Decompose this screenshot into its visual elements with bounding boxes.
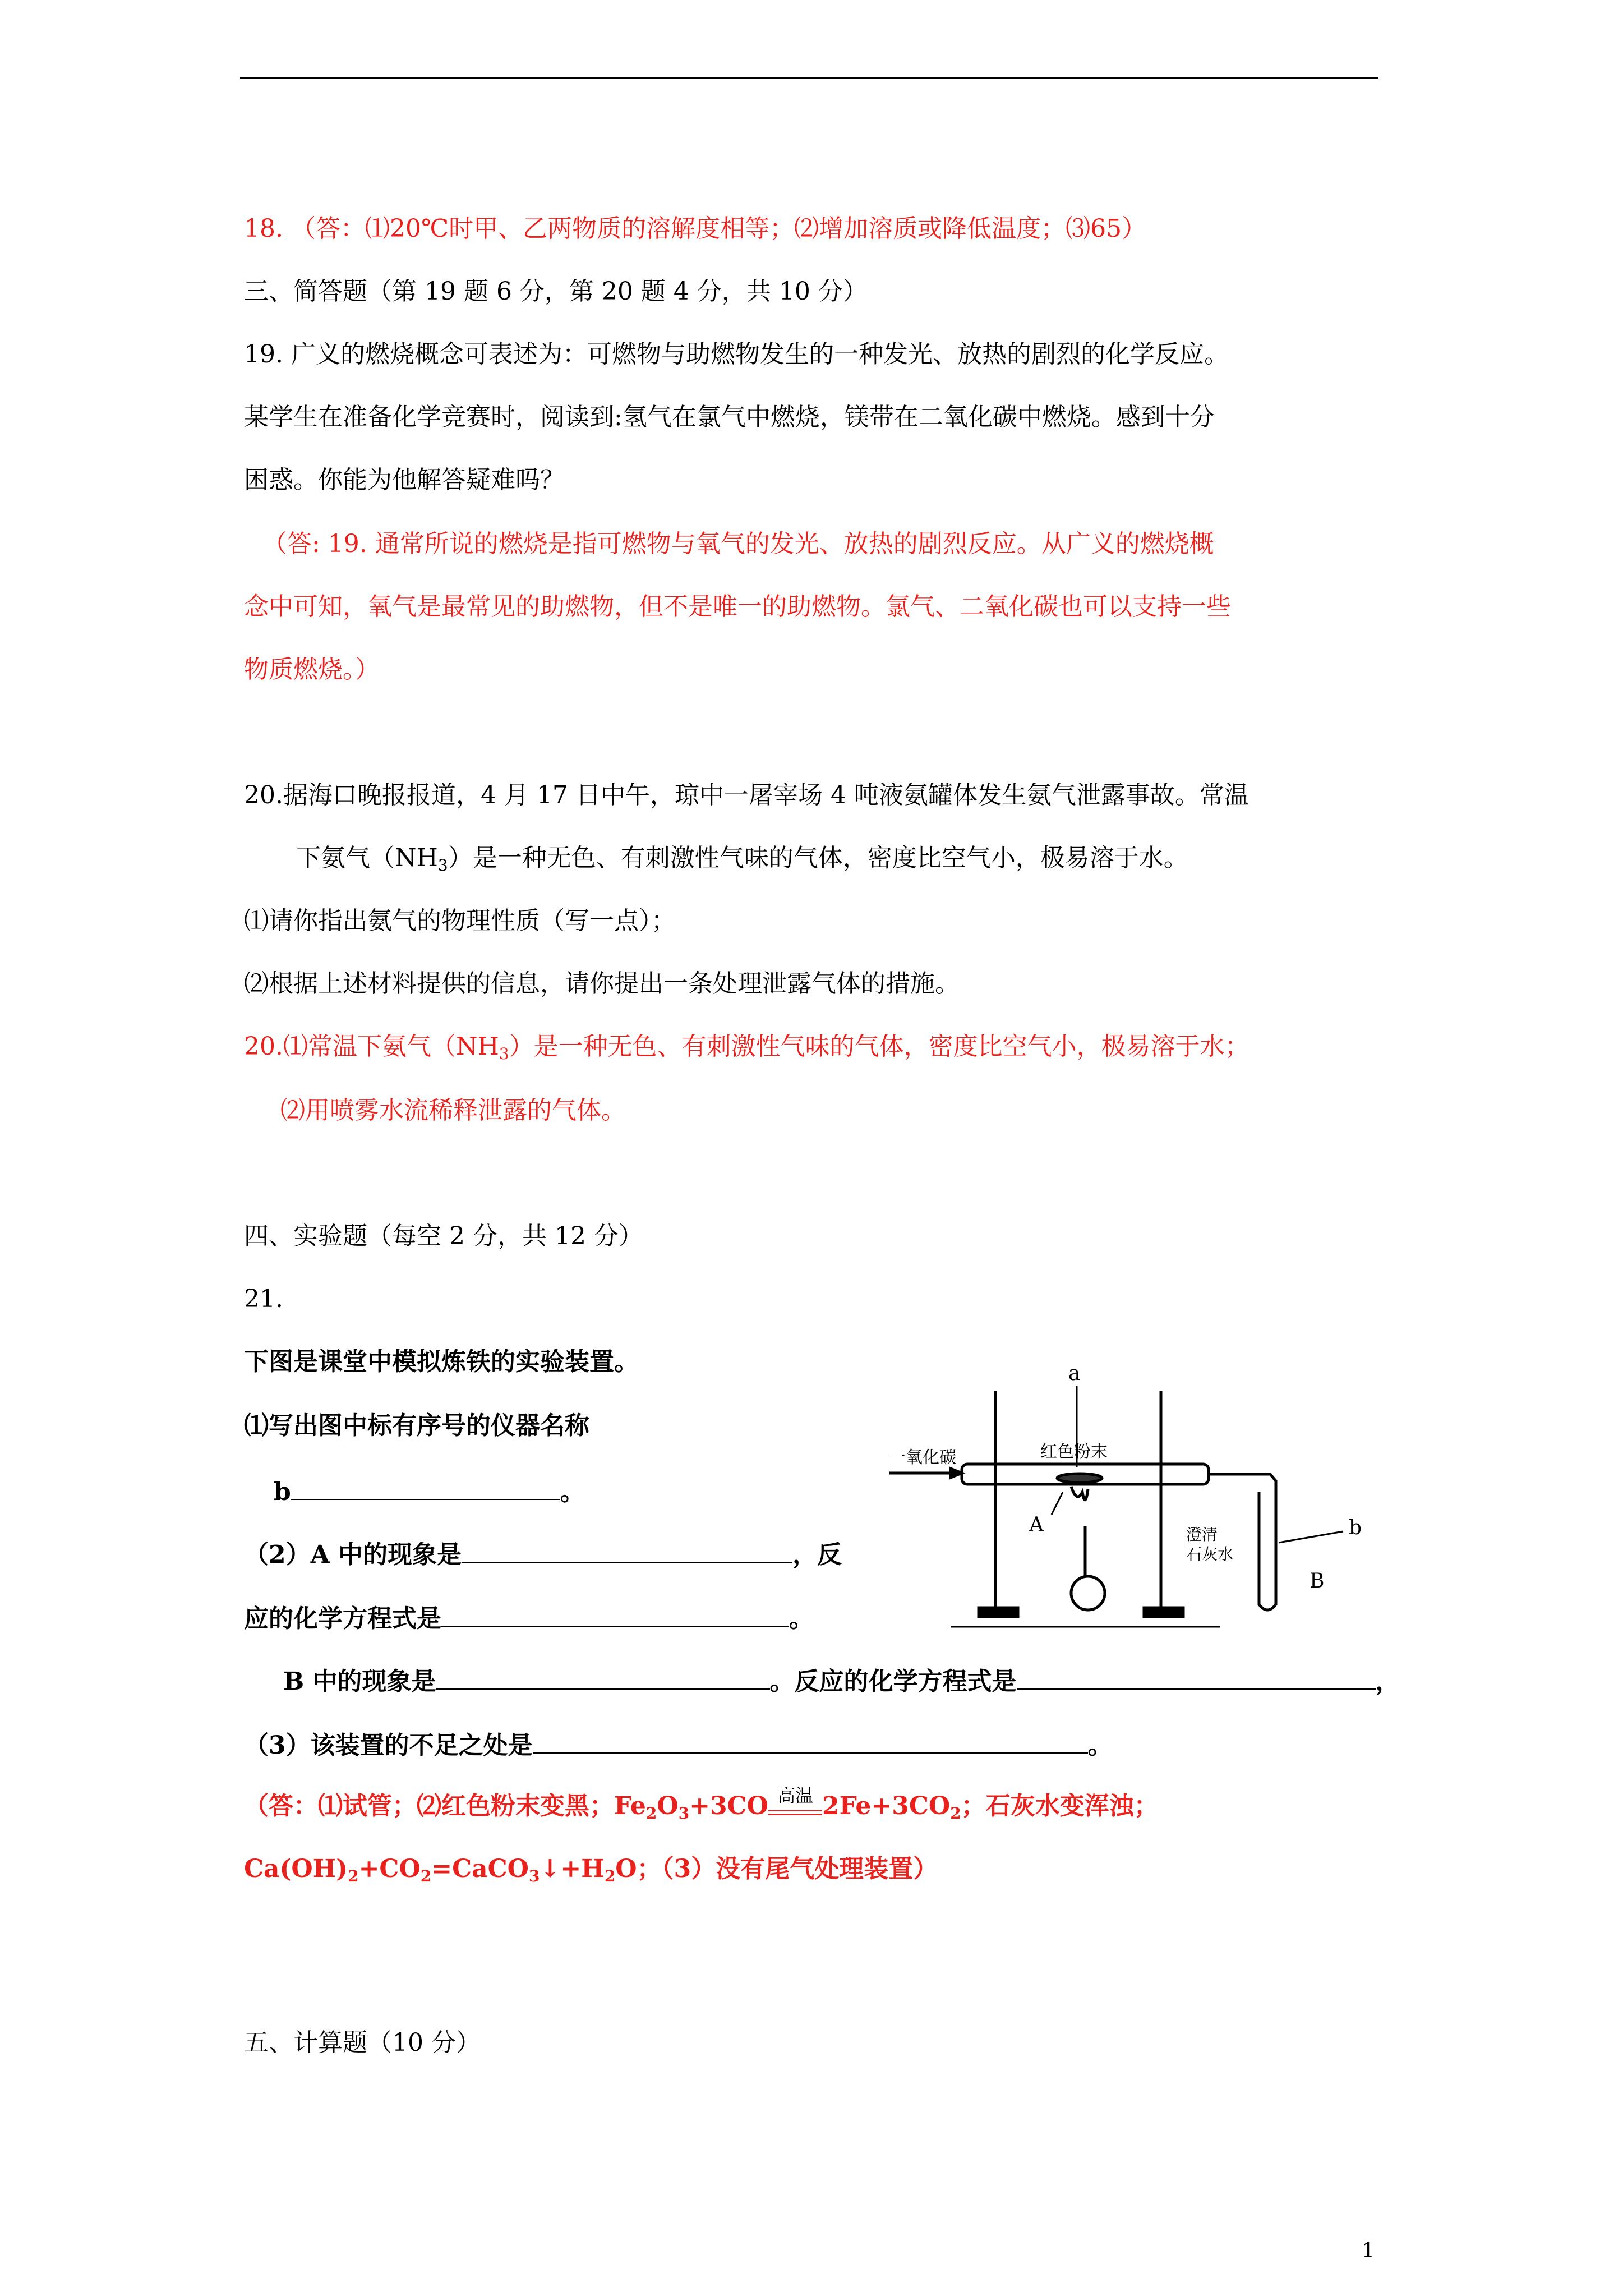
q21-ans-l2-sub1: 2	[348, 1867, 359, 1885]
answer-blank-b-equation[interactable]	[1017, 1662, 1376, 1690]
page-number: 1	[1362, 2239, 1375, 2262]
section3-title: 三、简答题（第 19 题 6 分，第 20 题 4 分，共 10 分）	[244, 277, 868, 306]
q20-answer-2: ⑵用喷雾水流稀释泄露的气体。	[280, 1096, 626, 1125]
q21-p3-mid: 。反应的化学方程式是	[769, 1667, 1017, 1696]
q19-answer-line-2: 念中可知，氧气是最常见的助燃物，但不是唯一的助燃物。氯气、二氧化碳也可以支持一些	[244, 592, 1231, 621]
q21-p1-b-label: b	[274, 1478, 291, 1506]
section4-title: 四、实验题（每空 2 分，共 12 分）	[244, 1222, 643, 1250]
q21-p3-pre: B 中的现象是	[283, 1667, 436, 1696]
q19-line-3: 困惑。你能为他解答疑难吗？	[244, 466, 565, 494]
q21-part-1-blank-line	[274, 1472, 585, 1509]
answer-blank-a-equation[interactable]	[441, 1599, 789, 1627]
reaction-condition	[768, 1784, 822, 1820]
figure-label-powder: 红色粉末	[1040, 1442, 1108, 1462]
answer-blank-b-phenomenon[interactable]	[436, 1662, 770, 1690]
q21-ans-l1-c: +3CO	[689, 1792, 768, 1820]
q19-line-2: 某学生在准备化学竞赛时，阅读到:氢气在氯气中燃烧，镁带在二氧化碳中燃烧。感到十分	[244, 403, 1215, 431]
left-stand-base	[979, 1608, 1018, 1617]
q20-line-2-pre: 下氨气（NH	[296, 844, 438, 872]
q21-ans-l1-e: ；石灰水变浑浊；	[961, 1792, 1159, 1820]
alcohol-lamp	[1071, 1576, 1105, 1610]
q20-line-2	[296, 841, 1188, 882]
answer-blank-b[interactable]	[291, 1472, 560, 1500]
outlet-pipe	[1209, 1474, 1276, 1599]
q21-p2-line2-end: 。	[789, 1604, 814, 1633]
q21-part-3	[283, 1662, 1400, 1699]
q21-ans-l2-c: =CaCO	[431, 1855, 529, 1883]
q21-ans-l1-b: O	[657, 1792, 679, 1820]
flame	[1071, 1487, 1088, 1500]
figure-label-b: b	[1349, 1516, 1362, 1539]
iron-smelting-apparatus-figure	[883, 1363, 1382, 1638]
q20-part-1: ⑴请你指出氨气的物理性质（写一点）；	[244, 907, 676, 935]
q21-p1-end: 。	[560, 1478, 585, 1506]
q21-number: 21.	[244, 1285, 283, 1313]
q21-ans-l1-a: （答：⑴试管；⑵红色粉末变黑；Fe	[244, 1792, 646, 1820]
q18-answer: 18. （答：⑴20℃时甲、乙两物质的溶解度相等；⑵增加溶质或降低温度；⑶65）	[244, 214, 1147, 243]
q20-line-2-post: ）是一种无色、有刺激性气味的气体，密度比空气小，极易溶于水。	[448, 844, 1188, 872]
q21-ans-l1-sub2: 3	[678, 1804, 690, 1823]
q21-ans-l2-sub2: 2	[420, 1867, 432, 1885]
q21-ans-l2-sub4: 2	[604, 1867, 616, 1885]
test-tube-b	[1259, 1492, 1276, 1610]
right-stand-base	[1144, 1608, 1183, 1617]
label-b-pointer	[1279, 1531, 1343, 1543]
q21-ans-l2-b: +CO	[358, 1855, 421, 1883]
q20-part-2: ⑵根据上述材料提供的信息，请你提出一条处理泄露气体的措施。	[244, 969, 960, 998]
q21-part-2-line-2	[244, 1599, 814, 1636]
q21-p3-end: ，	[1375, 1667, 1400, 1696]
figure-label-B: B	[1310, 1570, 1325, 1593]
q21-ans-l1-sub3: 2	[950, 1804, 961, 1823]
q20-ans1-post: ）是一种无色、有刺激性气味的气体，密度比空气小，极易溶于水；	[509, 1032, 1249, 1061]
figure-label-co: 一氧化碳	[889, 1448, 956, 1467]
q20-line-1: 20.据海口晚报报道，4 月 17 日中午，琼中一屠宰场 4 吨液氨罐体发生氨气泄露事故。常温	[244, 781, 1249, 809]
q20-ans1-pre: 20.⑴常温下氨气（NH	[244, 1032, 499, 1061]
q21-part-4	[244, 1726, 1113, 1763]
q21-ans-l1-sub1: 2	[645, 1804, 657, 1823]
co-inlet-arrowhead	[951, 1469, 962, 1478]
q21-part-2	[244, 1535, 842, 1572]
q21-p2-pre: （2）A 中的现象是	[244, 1540, 462, 1569]
q21-ans-l2-a: Ca(OH)	[244, 1855, 348, 1883]
q20-ans1-sub: 3	[499, 1045, 509, 1063]
q20-line-2-sub: 3	[437, 856, 448, 875]
reaction-condition-label: 高温	[777, 1784, 813, 1806]
figure-label-water-2: 石灰水	[1186, 1545, 1234, 1563]
q21-intro: 下图是课堂中模拟炼铁的实验装置。	[244, 1347, 639, 1376]
q21-p4-end: 。	[1087, 1731, 1113, 1760]
q21-p2-mid: ，反	[792, 1540, 842, 1569]
q21-ans-l1-d: 2Fe+3CO	[822, 1792, 951, 1820]
figure-label-A: A	[1029, 1513, 1044, 1536]
q19-answer-line-3: 物质燃烧。）	[244, 655, 380, 684]
q21-p2-line2: 应的化学方程式是	[244, 1604, 441, 1633]
answer-blank-a-phenomenon[interactable]	[462, 1535, 792, 1563]
q21-ans-l2-d: ↓+H	[540, 1855, 605, 1883]
q21-answer-line-1	[244, 1784, 1159, 1830]
figure-label-a: a	[1068, 1363, 1081, 1385]
q20-answer-1	[244, 1030, 1249, 1071]
answer-blank-deficiency[interactable]	[533, 1726, 1088, 1754]
q19-line-1: 19. 广义的燃烧概念可表述为：可燃物与助燃物发生的一种发光、放热的剧烈的化学反应。	[244, 340, 1229, 369]
q21-p4-pre: （3）该装置的不足之处是	[244, 1731, 533, 1760]
header-rule	[240, 77, 1378, 79]
q21-part-1: ⑴写出图中标有序号的仪器名称	[244, 1411, 589, 1440]
q19-answer-line-1: （答: 19. 通常所说的燃烧是指可燃物与氧气的发光、放热的剧烈反应。从广义的燃烧概	[262, 530, 1214, 558]
q21-ans-l2-sub3: 3	[529, 1867, 540, 1885]
section5-title: 五、计算题（10 分）	[244, 2028, 481, 2057]
red-powder	[1057, 1474, 1102, 1483]
q21-ans-l2-e: O；（3）没有尾气处理装置）	[615, 1855, 938, 1883]
q21-answer-line-2	[244, 1852, 938, 1893]
label-A-pointer	[1052, 1492, 1063, 1515]
figure-label-water-1: 澄清	[1186, 1525, 1218, 1544]
